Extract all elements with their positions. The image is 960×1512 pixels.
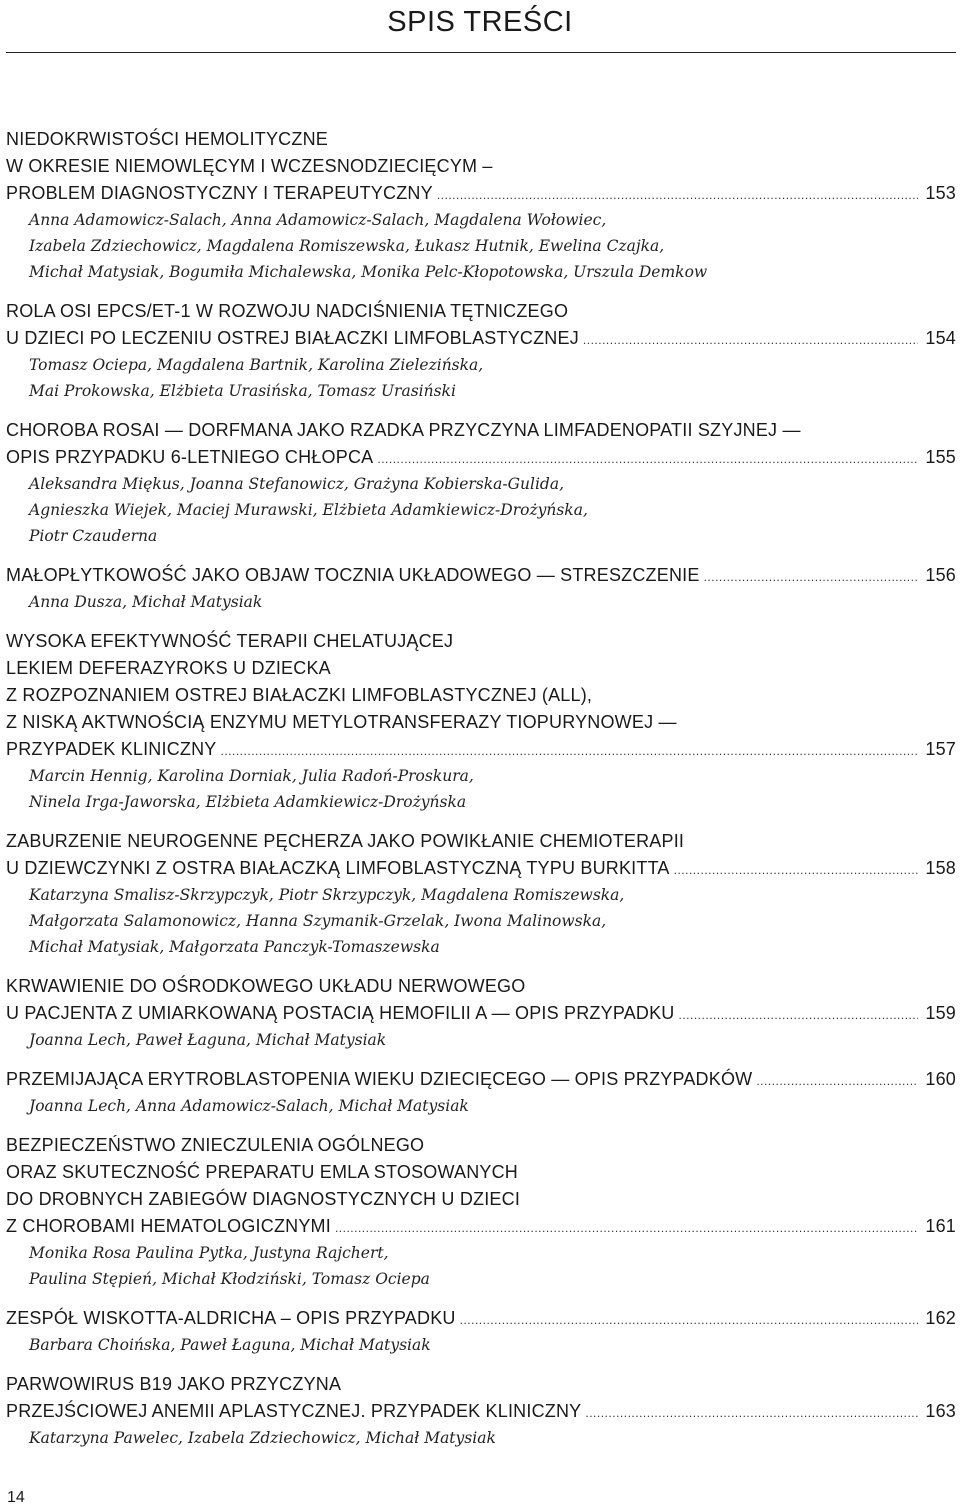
toc-entry[interactable] [6, 973, 956, 1053]
toc-entry-authors [6, 1332, 956, 1358]
author-line: Ninela Irga-Jaworska, Elżbieta Adamkiewicz-Drożyńska [29, 793, 467, 811]
toc-entry[interactable] [6, 1305, 956, 1358]
dot-leader [460, 1307, 918, 1334]
toc-entry-title-line: BEZPIECZEŃSTWO ZNIECZULENIA OGÓLNEGO [6, 1135, 425, 1155]
toc-entry-page-number[interactable]: 155 [925, 447, 956, 467]
author-line: Anna Adamowicz-Salach, Anna Adamowicz-Salach, Magdalena Wołowiec, [29, 211, 607, 229]
toc-entry-authors [6, 1093, 956, 1119]
dot-leader [756, 1068, 918, 1095]
author-line: Piotr Czauderna [29, 527, 158, 545]
dot-leader [679, 1002, 918, 1029]
dot-leader [221, 738, 918, 765]
toc-entry[interactable] [6, 126, 956, 285]
table-of-contents [6, 126, 956, 1464]
toc-entry-title-text: U PACJENTA Z UMIARKOWANĄ POSTACIĄ HEMOFILII A — OPIS PRZYPADKU [6, 1003, 675, 1023]
toc-entry-title-last-line [6, 1305, 956, 1332]
toc-entry-title-text: PRZYPADEK KLINICZNY [6, 739, 217, 759]
toc-entry-title-last-line [6, 736, 956, 763]
toc-entry[interactable] [6, 417, 956, 549]
author-line: Monika Rosa Paulina Pytka, Justyna Rajchert, [29, 1244, 389, 1262]
author-line: Katarzyna Pawelec, Izabela Zdziechowicz, Michał Matysiak [29, 1429, 496, 1447]
author-line: Małgorzata Salamonowicz, Hanna Szymanik-Grzelak, Iwona Malinowska, [29, 912, 607, 930]
toc-entry-page-number[interactable]: 157 [925, 739, 956, 759]
toc-entry-page-number[interactable]: 159 [925, 1003, 956, 1023]
toc-entry-title-last-line [6, 562, 956, 589]
toc-entry-title-text: MAŁOPŁYTKOWOŚĆ JAKO OBJAW TOCZNIA UKŁADOWEGO — STRESZCZENIE [6, 565, 700, 585]
toc-entry-title-text: U DZIECI PO LECZENIU OSTREJ BIAŁACZKI LIMFOBLASTYCZNEJ [6, 328, 579, 348]
toc-entry-title-text: OPIS PRZYPADKU 6-LETNIEGO CHŁOPCA [6, 447, 374, 467]
toc-entry-title-line: WYSOKA EFEKTYWNOŚĆ TERAPII CHELATUJĄCEJ [6, 631, 454, 651]
toc-entry-title-last-line [6, 855, 956, 882]
author-line: Joanna Lech, Anna Adamowicz-Salach, Michał Matysiak [29, 1097, 469, 1115]
toc-entry-authors [6, 1425, 956, 1451]
dot-leader [377, 446, 918, 473]
toc-entry[interactable] [6, 562, 956, 615]
toc-entry-title-last-line [6, 1398, 956, 1425]
toc-entry-title-line: ORAZ SKUTECZNOŚĆ PREPARATU EMLA STOSOWANYCH [6, 1162, 519, 1182]
toc-entry-authors [6, 1027, 956, 1053]
toc-entry-authors [6, 763, 956, 815]
toc-entry-page-number[interactable]: 163 [925, 1401, 956, 1421]
toc-entry-page-number[interactable]: 156 [925, 565, 956, 585]
toc-entry-title-line: KRWAWIENIE DO OŚRODKOWEGO UKŁADU NERWOWEGO [6, 976, 526, 996]
author-line: Mai Prokowska, Elżbieta Urasińska, Tomasz Urasiński [29, 382, 456, 400]
toc-entry[interactable] [6, 1066, 956, 1119]
toc-entry[interactable] [6, 1371, 956, 1451]
author-line: Paulina Stępień, Michał Kłodziński, Tomasz Ociepa [29, 1270, 430, 1288]
author-line: Katarzyna Smalisz-Skrzypczyk, Piotr Skrzypczyk, Magdalena Romiszewska, [29, 886, 625, 904]
author-line: Michał Matysiak, Bogumiła Michalewska, Monika Pelc-Kłopotowska, Urszula Demkow [29, 263, 708, 281]
toc-entry-authors [6, 1240, 956, 1292]
toc-entry-title-line: W OKRESIE NIEMOWLĘCYM I WCZESNODZIECIĘCYM – [6, 156, 493, 176]
author-line: Izabela Zdziechowicz, Magdalena Romiszewska, Łukasz Hutnik, Ewelina Czajka, [29, 237, 665, 255]
toc-entry-title-line: NIEDOKRWISTOŚCI HEMOLITYCZNE [6, 129, 328, 149]
toc-entry-title-last-line [6, 1213, 956, 1240]
toc-entry-title-line: Z ROZPOZNANIEM OSTREJ BIAŁACZKI LIMFOBLASTYCZNEJ (ALL), [6, 685, 593, 705]
toc-entry-title-last-line [6, 444, 956, 471]
dot-leader [437, 182, 918, 209]
toc-entry-title-text: PRZEJŚCIOWEJ ANEMII APLASTYCZNEJ. PRZYPADEK KLINICZNY [6, 1401, 582, 1421]
author-line: Barbara Choińska, Paweł Łaguna, Michał Matysiak [29, 1336, 431, 1354]
author-line: Anna Dusza, Michał Matysiak [29, 593, 263, 611]
toc-entry-authors [6, 207, 956, 285]
toc-entry-title-line: LEKIEM DEFERAZYROKS U DZIECKA [6, 658, 331, 678]
dot-leader [335, 1215, 918, 1242]
author-line: Aleksandra Miękus, Joanna Stefanowicz, Grażyna Kobierska-Gulida, [29, 475, 564, 493]
toc-entry-title-line: ZABURZENIE NEUROGENNE PĘCHERZA JAKO POWIKŁANIE CHEMIOTERAPII [6, 831, 685, 851]
page-title: SPIS TREŚCI [387, 6, 573, 38]
toc-entry[interactable] [6, 628, 956, 815]
toc-entry-title-text: PRZEMIJAJĄCA ERYTROBLASTOPENIA WIEKU DZIECIĘCEGO — OPIS PRZYPADKÓW [6, 1069, 753, 1089]
toc-entry[interactable] [6, 1132, 956, 1292]
author-line: Marcin Hennig, Karolina Dorniak, Julia Radoń-Proskura, [29, 767, 474, 785]
toc-entry-title-line: CHOROBA ROSAI — DORFMANA JAKO RZADKA PRZYCZYNA LIMFADENOPATII SZYJNEJ — [6, 420, 801, 440]
author-line: Joanna Lech, Paweł Łaguna, Michał Matysiak [29, 1031, 387, 1049]
toc-entry-title-line: ROLA OSI EPCS/ET-1 W ROZWOJU NADCIŚNIENIA TĘTNICZEGO [6, 301, 569, 321]
header-rule [6, 52, 956, 53]
dot-leader [674, 857, 918, 884]
dot-leader [704, 564, 918, 591]
toc-entry-title-last-line [6, 1000, 956, 1027]
toc-entry-page-number[interactable]: 158 [925, 858, 956, 878]
toc-entry-title-text: Z CHOROBAMI HEMATOLOGICZNYMI [6, 1216, 331, 1236]
toc-entry-authors [6, 589, 956, 615]
author-line: Agnieszka Wiejek, Maciej Murawski, Elżbieta Adamkiewicz-Drożyńska, [29, 501, 588, 519]
toc-entry-title-last-line [6, 180, 956, 207]
toc-entry-authors [6, 352, 956, 404]
toc-entry-title-last-line [6, 325, 956, 352]
toc-entry-page-number[interactable]: 160 [925, 1069, 956, 1089]
toc-entry-title-last-line [6, 1066, 956, 1093]
toc-entry-authors [6, 882, 956, 960]
dot-leader [585, 1400, 918, 1427]
toc-entry-authors [6, 471, 956, 549]
toc-entry[interactable] [6, 828, 956, 960]
toc-entry-page-number[interactable]: 161 [925, 1216, 956, 1236]
dot-leader [583, 327, 918, 354]
page-number: 14 [7, 1489, 25, 1506]
toc-entry-title-line: Z NISKĄ AKTWNOŚCIĄ ENZYMU METYLOTRANSFERAZY TIOPURYNOWEJ — [6, 712, 677, 732]
toc-entry-page-number[interactable]: 154 [925, 328, 956, 348]
author-line: Tomasz Ociepa, Magdalena Bartnik, Karolina Zielezińska, [29, 356, 484, 374]
toc-entry-title-line: PARWOWIRUS B19 JAKO PRZYCZYNA [6, 1374, 342, 1394]
toc-entry-title-text: PROBLEM DIAGNOSTYCZNY I TERAPEUTYCZNY [6, 183, 433, 203]
toc-entry-title-text: ZESPÓŁ WISKOTTA-ALDRICHA – OPIS PRZYPADKU [6, 1308, 456, 1328]
author-line: Michał Matysiak, Małgorzata Panczyk-Tomaszewska [29, 938, 440, 956]
toc-entry-title-text: U DZIEWCZYNKI Z OSTRA BIAŁACZKĄ LIMFOBLASTYCZNĄ TYPU BURKITTA [6, 858, 670, 878]
toc-entry-page-number[interactable]: 162 [925, 1308, 956, 1328]
toc-entry-title-line: DO DROBNYCH ZABIEGÓW DIAGNOSTYCZNYCH U DZIECI [6, 1189, 521, 1209]
toc-entry[interactable] [6, 298, 956, 404]
toc-entry-page-number[interactable]: 153 [925, 183, 956, 203]
